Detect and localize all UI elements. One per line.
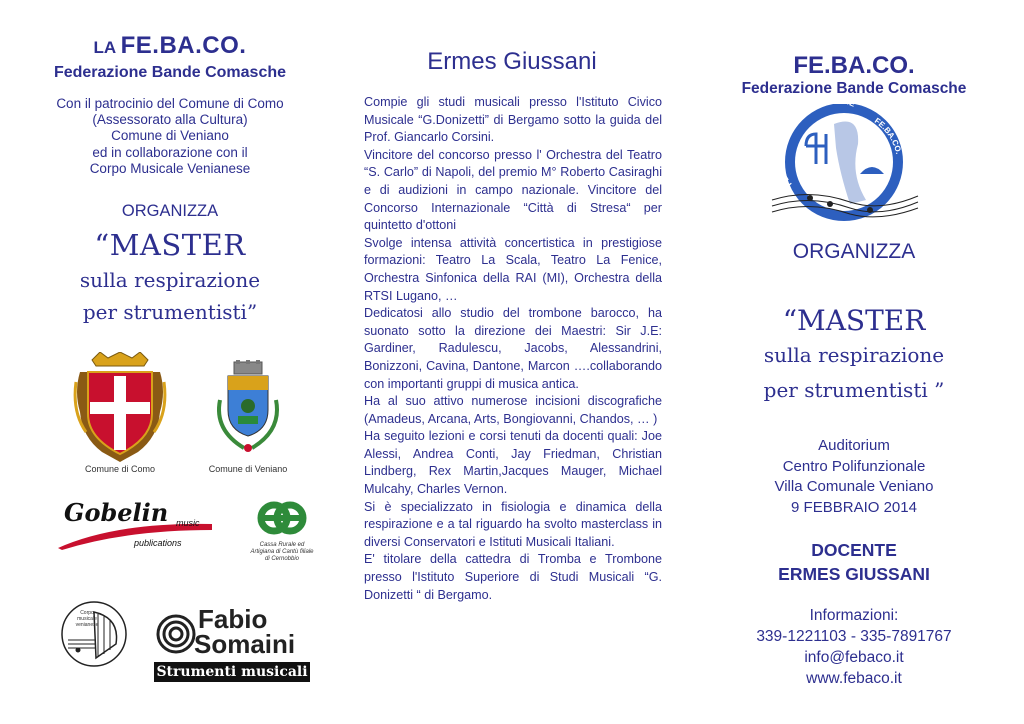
patron-line: Comune di Veniano [111, 128, 229, 144]
veniano-crest-logo [208, 360, 288, 460]
gobelin-publications: publications [134, 538, 182, 548]
gobelin-music: music [176, 518, 200, 528]
bio-paragraph: Compie gli studi musicali presso l'Istituto Civico Musicale “G.Donizetti” di Bergamo sotto la guida del Prof. Giancarlo Corsini. [364, 95, 662, 145]
caption-veniano: Comune di Veniano [208, 464, 288, 474]
svg-text:FE.BA.CO. [873, 116, 903, 155]
logo-short-text: FE.BA.CO. [872, 116, 904, 155]
patron-line: (Assessorato alla Cultura) [92, 112, 248, 128]
gobelin-logo [56, 494, 214, 552]
docente-label: DOCENTE [811, 540, 897, 560]
venue-line: Centro Polifunzionale [782, 457, 926, 475]
right-subtitle: Federazione Bande Comasche [741, 80, 967, 97]
caption-como: Comune di Como [84, 464, 156, 474]
corpo-line: venianese [75, 622, 99, 628]
gobelin-name: Gobelin [64, 498, 169, 527]
cassa-line: di Cernobbio [264, 556, 300, 562]
bio-paragraph: Svolge intensa attività concertistica in prestigiose formazioni: Teatro La Scala, Teatro La Fenice, Orchestra Sinfonica della RAI (MI), Orchestra della RTSI Lugano, … [364, 235, 662, 303]
right-master-title: “MASTER [782, 304, 926, 337]
contact-info [684, 605, 1024, 689]
febaco-logo [770, 104, 920, 222]
venue-date: 9 FEBBRAIO 2014 [791, 498, 917, 516]
info-phones: 339-1221103 - 335-7891767 [756, 628, 952, 645]
cassa-rurale-text [244, 542, 320, 563]
info-label: Informazioni: [809, 607, 899, 624]
right-strumentisti [684, 378, 1024, 402]
corpo-line: musicale [77, 616, 97, 622]
venue-line: Villa Comunale Veniano [774, 478, 934, 495]
bio-paragraph: Ha seguito lezioni e corsi tenuti da docenti quali: Joe Alessi, Andrea Conti, Jay Friedman, Christian Lindberg, Rex Martin,Jacques Mauger, Michael Mulcahy, Charles Vernon. [364, 429, 662, 497]
bio-paragraph: Vincitore del concorso presso l' Orchestra del Teatro “S. Carlo” di Napoli, del premio M° Roberto Casiraghi e di audizioni in campo nazionale. Vincitore del Concorso Internazionale “Città di Stresa“ per quintetto d'ottoni [364, 147, 662, 233]
corpo-text [72, 610, 102, 628]
middle-panel [342, 0, 682, 724]
venue-info [684, 436, 1024, 518]
left-strum-quote: ” [246, 300, 258, 324]
patron-line: Corpo Musicale Venianese [89, 160, 251, 176]
corpo-line: Corpo [80, 610, 94, 616]
left-master-title: “MASTER [94, 228, 246, 262]
right-respirazione: sulla respirazione [763, 343, 945, 367]
patron-line: ed in collaborazione con il [92, 144, 248, 160]
patronage-text [0, 96, 340, 177]
venue-line: Auditorium [818, 437, 890, 454]
left-strumentisti [0, 300, 340, 324]
cassa-rurale-logo [248, 496, 316, 570]
left-panel [0, 0, 340, 724]
bio-paragraph: Ha al suo attivo numerose incisioni discografiche (Amadeus, Arcana, Arts, Bongiovanni, Chandos, … ) [364, 394, 662, 426]
corpo-musicale-logo [60, 600, 128, 668]
docente-block [684, 538, 1024, 586]
docente-name: ERMES GIUSSANI [778, 564, 930, 584]
fabio-somaini-logo [154, 604, 310, 684]
bio-paragraph: Dedicatosi allo studio del trombone barocco, ha suonato sotto la direzione dei Maestri: Sir J.E: Gardiner, Radulescu, Jacobs, Alessandrini, Bonizzoni, Cavina, Dantone, Marcon ….collaborando con importanti gruppi di musica antica. [364, 306, 662, 391]
left-la: LA [93, 38, 117, 57]
logo-ring-text: FEDERAZIONE BANDE [773, 104, 808, 189]
left-respirazione: sulla respirazione [79, 268, 261, 292]
bio-paragraph: E' titolare della cattedra di Tromba e Trombone presso l'Istituto Superiore di Studi Musicali “G. Donizetti “ di Bergamo. [364, 552, 662, 602]
cassa-line: Artigiana di Cantù filiale [250, 549, 314, 555]
left-header [0, 32, 340, 60]
right-strum-quote: ” [934, 378, 945, 402]
bio-text [364, 94, 662, 604]
right-brand: FE.BA.CO. [793, 52, 915, 79]
strumenti-text: Strumenti musicali [156, 664, 308, 680]
patron-line: Con il patrocinio del Comune di Como [56, 96, 284, 111]
left-organizza: ORGANIZZA [121, 202, 219, 220]
left-brand: FE.BA.CO. [120, 32, 247, 59]
bio-paragraph: Si è specializzato in fisiologia e dinamica della respirazione e a tal riguardo ha svolto masterclass in diversi Conservatori e Istituti Musicali Italiani. [364, 499, 662, 549]
right-strum-text: per strumentisti [763, 378, 928, 402]
somaini-text: Somaini [194, 629, 296, 659]
bio-title: Ermes Giussani [427, 48, 597, 75]
como-crest-logo [72, 352, 168, 464]
left-subtitle: Federazione Bande Comasche [53, 64, 287, 81]
right-organizza: ORGANIZZA [792, 240, 916, 263]
cassa-line: Cassa Rurale ed [259, 542, 305, 548]
right-panel [684, 0, 1024, 724]
left-strum-text: per strumentisti [82, 300, 247, 324]
fabio-text: Fabio [198, 604, 268, 634]
info-website: www.febaco.it [806, 670, 902, 687]
info-email: info@febaco.it [804, 649, 904, 666]
